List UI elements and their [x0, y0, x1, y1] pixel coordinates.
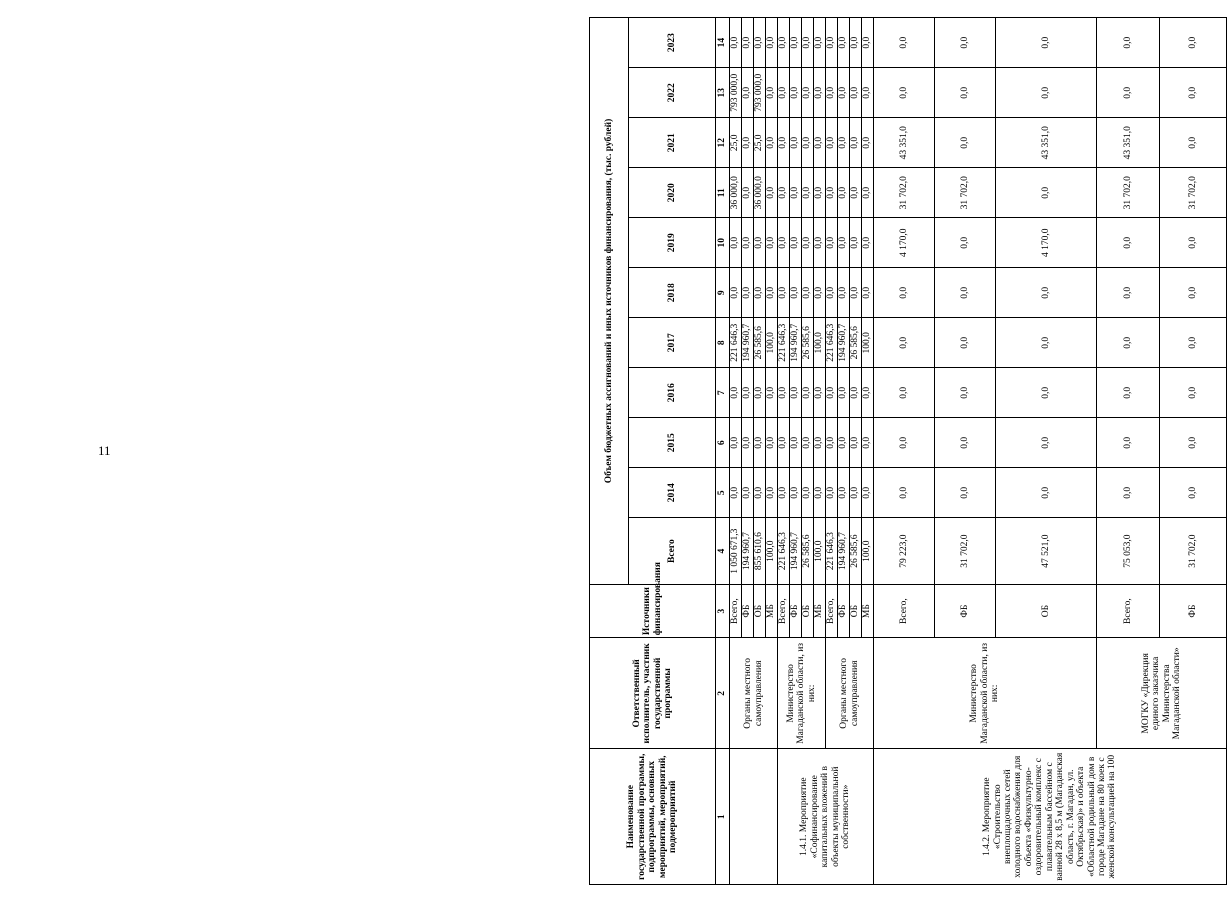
year-value-cell: 0,0 [996, 368, 1097, 418]
header-responsible: Ответственный исполнитель, участник государственной программы [590, 638, 716, 749]
year-value-cell: 0,0 [790, 268, 802, 318]
header-col-number: 5 [716, 468, 730, 518]
header-col-number: 14 [716, 18, 730, 68]
year-value-cell: 0,0 [814, 468, 826, 518]
source-cell: ОБ [996, 584, 1097, 637]
header-year: 2019 [629, 218, 716, 268]
year-value-cell: 0,0 [1160, 118, 1227, 168]
year-value-cell: 0,0 [1160, 18, 1227, 68]
year-value-cell: 0,0 [826, 218, 838, 268]
year-value-cell: 0,0 [742, 418, 754, 468]
year-value-cell: 0,0 [935, 468, 996, 518]
responsible-cell: Органы местного самоуправления [730, 638, 778, 749]
year-value-cell: 0,0 [838, 18, 850, 68]
year-value-cell: 0,0 [838, 418, 850, 468]
source-cell: ФБ [838, 584, 850, 637]
source-cell: МБ [766, 584, 778, 637]
year-value-cell: 0,0 [862, 168, 874, 218]
year-value-cell: 0,0 [1097, 268, 1160, 318]
year-value-cell: 0,0 [778, 268, 790, 318]
year-value-cell: 100,0 [766, 318, 778, 368]
year-value-cell: 0,0 [814, 368, 826, 418]
year-value-cell: 100,0 [862, 318, 874, 368]
total-cell: 194 960,7 [742, 518, 754, 585]
year-value-cell: 31 702,0 [1097, 168, 1160, 218]
source-cell: ФБ [790, 584, 802, 637]
source-cell: Всего, [826, 584, 838, 637]
year-value-cell: 0,0 [838, 118, 850, 168]
year-value-cell: 0,0 [1160, 268, 1227, 318]
year-value-cell: 0,0 [754, 418, 766, 468]
year-value-cell: 0,0 [1160, 318, 1227, 368]
year-value-cell: 0,0 [850, 368, 862, 418]
year-value-cell: 0,0 [996, 468, 1097, 518]
year-value-cell: 0,0 [802, 368, 814, 418]
year-value-cell: 0,0 [850, 68, 862, 118]
header-year: 2023 [629, 18, 716, 68]
year-value-cell: 0,0 [838, 68, 850, 118]
total-cell: 221 646,3 [826, 518, 838, 585]
header-year: 2016 [629, 368, 716, 418]
header-year: 2014 [629, 468, 716, 518]
year-value-cell: 0,0 [826, 418, 838, 468]
year-value-cell: 0,0 [814, 68, 826, 118]
responsible-cell: Министерство Магаданской области, из них: [874, 638, 1097, 749]
year-value-cell: 0,0 [730, 468, 742, 518]
year-value-cell: 0,0 [1097, 468, 1160, 518]
year-value-cell: 0,0 [1097, 318, 1160, 368]
year-value-cell: 0,0 [742, 468, 754, 518]
year-value-cell: 0,0 [778, 218, 790, 268]
source-cell: МБ [814, 584, 826, 637]
total-cell: 75 053,0 [1097, 518, 1160, 585]
year-value-cell: 0,0 [802, 168, 814, 218]
year-value-cell: 0,0 [730, 368, 742, 418]
year-value-cell: 0,0 [838, 168, 850, 218]
source-cell: Всего, [1097, 584, 1160, 637]
year-value-cell: 0,0 [766, 268, 778, 318]
year-value-cell: 0,0 [790, 418, 802, 468]
year-value-cell: 0,0 [802, 218, 814, 268]
header-year: 2022 [629, 68, 716, 118]
year-value-cell: 0,0 [935, 218, 996, 268]
year-value-cell: 0,0 [778, 168, 790, 218]
year-value-cell: 0,0 [874, 418, 935, 468]
year-value-cell: 0,0 [754, 18, 766, 68]
header-col-number: 6 [716, 418, 730, 468]
year-value-cell: 0,0 [1160, 68, 1227, 118]
header-col-number: 1 [716, 749, 730, 885]
total-cell: 31 702,0 [1160, 518, 1227, 585]
total-cell: 100,0 [814, 518, 826, 585]
year-value-cell: 793 000,0 [730, 68, 742, 118]
year-value-cell: 0,0 [802, 18, 814, 68]
year-value-cell: 194 960,7 [790, 318, 802, 368]
year-value-cell: 0,0 [730, 268, 742, 318]
year-value-cell: 0,0 [730, 418, 742, 468]
financing-table [589, 17, 1227, 885]
header-col-number: 8 [716, 318, 730, 368]
header-col-number: 11 [716, 168, 730, 218]
year-value-cell: 221 646,3 [730, 318, 742, 368]
year-value-cell: 0,0 [935, 118, 996, 168]
year-value-cell: 0,0 [838, 368, 850, 418]
year-value-cell: 0,0 [1160, 418, 1227, 468]
year-value-cell: 0,0 [996, 318, 1097, 368]
year-value-cell: 0,0 [814, 268, 826, 318]
year-value-cell: 0,0 [742, 68, 754, 118]
year-value-cell: 0,0 [790, 218, 802, 268]
year-value-cell: 0,0 [935, 318, 996, 368]
header-year: 2020 [629, 168, 716, 218]
year-value-cell: 0,0 [814, 418, 826, 468]
year-value-cell: 0,0 [790, 18, 802, 68]
year-value-cell: 0,0 [874, 268, 935, 318]
year-value-cell: 0,0 [754, 468, 766, 518]
year-value-cell: 0,0 [778, 18, 790, 68]
year-value-cell: 0,0 [814, 18, 826, 68]
year-value-cell: 0,0 [778, 368, 790, 418]
year-value-cell: 31 702,0 [874, 168, 935, 218]
year-value-cell: 0,0 [862, 118, 874, 168]
year-value-cell: 0,0 [790, 368, 802, 418]
year-value-cell: 0,0 [730, 18, 742, 68]
year-value-cell: 0,0 [1097, 368, 1160, 418]
total-cell: 26 585,6 [850, 518, 862, 585]
year-value-cell: 0,0 [838, 468, 850, 518]
year-value-cell: 0,0 [802, 68, 814, 118]
year-value-cell: 0,0 [814, 168, 826, 218]
header-col-number: 2 [716, 638, 730, 749]
source-cell: ОБ [850, 584, 862, 637]
year-value-cell: 0,0 [838, 268, 850, 318]
total-cell: 100,0 [766, 518, 778, 585]
header-col-number: 10 [716, 218, 730, 268]
year-value-cell: 4 170,0 [874, 218, 935, 268]
year-value-cell: 0,0 [802, 418, 814, 468]
header-col-number: 4 [716, 518, 730, 585]
total-cell: 221 646,3 [778, 518, 790, 585]
year-value-cell: 0,0 [862, 418, 874, 468]
year-value-cell: 0,0 [862, 68, 874, 118]
year-value-cell: 0,0 [802, 268, 814, 318]
year-value-cell: 0,0 [778, 118, 790, 168]
header-source: Источники финансирования [590, 584, 716, 637]
year-value-cell: 793 000,0 [754, 68, 766, 118]
responsible-cell: Органы местного самоуправления [826, 638, 874, 749]
year-value-cell: 0,0 [935, 368, 996, 418]
header-col-number: 7 [716, 368, 730, 418]
table-row [730, 18, 742, 885]
header-col-number: 13 [716, 68, 730, 118]
year-value-cell: 0,0 [874, 68, 935, 118]
year-value-cell: 0,0 [1160, 218, 1227, 268]
year-value-cell: 0,0 [766, 68, 778, 118]
source-cell: Всего, [730, 584, 742, 637]
year-value-cell: 0,0 [742, 18, 754, 68]
year-value-cell: 36 000,0 [754, 168, 766, 218]
year-value-cell: 0,0 [754, 218, 766, 268]
year-value-cell: 43 351,0 [1097, 118, 1160, 168]
header-volume: Объем бюджетных ассигнований и иных источников финансирования, (тыс. рублей) [590, 18, 629, 585]
header-year: 2021 [629, 118, 716, 168]
program-name-cell: 1.4.1. Мероприятие «Софинансирование капитальных вложений в объекты муниципальной собственности» [778, 749, 874, 885]
year-value-cell: 0,0 [742, 118, 754, 168]
year-value-cell: 0,0 [874, 368, 935, 418]
year-value-cell: 0,0 [766, 468, 778, 518]
year-value-cell: 0,0 [778, 418, 790, 468]
year-value-cell: 0,0 [862, 468, 874, 518]
year-value-cell: 0,0 [766, 218, 778, 268]
year-value-cell: 0,0 [838, 218, 850, 268]
year-value-cell: 0,0 [766, 368, 778, 418]
header-year: 2018 [629, 268, 716, 318]
year-value-cell: 0,0 [850, 418, 862, 468]
source-cell: ФБ [1160, 584, 1227, 637]
year-value-cell: 0,0 [874, 318, 935, 368]
year-value-cell: 0,0 [850, 18, 862, 68]
year-value-cell: 0,0 [1160, 368, 1227, 418]
program-name-cell: 1.4.2. Мероприятие «Строительство внеплощадочных сетей холодного водоснабжения для объекта «Физкультурно-оздоровительный комплекс с плавательным бассейном с ванной 28 х 8,5 м (Магаданская область, г. Магадан, ул. Октябрьская)» и объекта «Областной родильный дом в городе Магадане на 80 коек с женской консультацией на 100 [874, 749, 1227, 885]
table-row [874, 18, 935, 885]
total-cell: 194 960,7 [790, 518, 802, 585]
source-cell: Всего, [874, 584, 935, 637]
year-value-cell: 0,0 [814, 218, 826, 268]
year-value-cell: 43 351,0 [996, 118, 1097, 168]
total-cell: 26 585,6 [802, 518, 814, 585]
year-value-cell: 0,0 [826, 18, 838, 68]
year-value-cell: 0,0 [935, 18, 996, 68]
year-value-cell: 194 960,7 [838, 318, 850, 368]
year-value-cell: 0,0 [766, 168, 778, 218]
year-value-cell: 0,0 [790, 468, 802, 518]
responsible-cell: МОГКУ «Дирекция единого заказчика Министерства Магаданской области» [1097, 638, 1227, 749]
year-value-cell: 0,0 [996, 268, 1097, 318]
year-value-cell: 0,0 [935, 68, 996, 118]
responsible-cell: Министерство Магаданской области, из них: [778, 638, 826, 749]
year-value-cell: 0,0 [826, 368, 838, 418]
year-value-cell: 0,0 [742, 368, 754, 418]
year-value-cell: 0,0 [814, 118, 826, 168]
year-value-cell: 0,0 [862, 18, 874, 68]
year-value-cell: 0,0 [1097, 18, 1160, 68]
total-cell: 1 050 671,3 [730, 518, 742, 585]
year-value-cell: 0,0 [862, 268, 874, 318]
year-value-cell: 0,0 [790, 118, 802, 168]
total-cell: 79 223,0 [874, 518, 935, 585]
year-value-cell: 0,0 [850, 168, 862, 218]
source-cell: Всего, [778, 584, 790, 637]
year-value-cell: 26 585,6 [754, 318, 766, 368]
year-value-cell: 0,0 [850, 468, 862, 518]
year-value-cell: 0,0 [1097, 418, 1160, 468]
year-value-cell: 0,0 [935, 418, 996, 468]
year-value-cell: 221 646,3 [826, 318, 838, 368]
year-value-cell: 0,0 [850, 268, 862, 318]
total-cell: 194 960,7 [838, 518, 850, 585]
year-value-cell: 0,0 [850, 218, 862, 268]
source-cell: ОБ [802, 584, 814, 637]
year-value-cell: 0,0 [778, 468, 790, 518]
header-col-number: 9 [716, 268, 730, 318]
year-value-cell: 0,0 [766, 418, 778, 468]
year-value-cell: 0,0 [1097, 218, 1160, 268]
year-value-cell: 25,0 [754, 118, 766, 168]
year-value-cell: 0,0 [790, 68, 802, 118]
year-value-cell: 0,0 [996, 68, 1097, 118]
page-number: 11 [98, 443, 111, 458]
year-value-cell: 0,0 [754, 268, 766, 318]
year-value-cell: 194 960,7 [742, 318, 754, 368]
program-name-cell [730, 749, 778, 885]
year-value-cell: 0,0 [1097, 68, 1160, 118]
year-value-cell: 0,0 [754, 368, 766, 418]
year-value-cell: 36 000,0 [730, 168, 742, 218]
year-value-cell: 0,0 [766, 118, 778, 168]
total-cell: 855 610,6 [754, 518, 766, 585]
source-cell: МБ [862, 584, 874, 637]
year-value-cell: 0,0 [996, 18, 1097, 68]
year-value-cell: 0,0 [778, 68, 790, 118]
total-cell: 100,0 [862, 518, 874, 585]
year-value-cell: 26 585,6 [802, 318, 814, 368]
header-year: 2017 [629, 318, 716, 368]
year-value-cell: 100,0 [814, 318, 826, 368]
header-total: Всего [629, 518, 716, 585]
year-value-cell: 0,0 [1160, 468, 1227, 518]
rotated-table-container [589, 17, 1198, 885]
total-cell: 31 702,0 [935, 518, 996, 585]
year-value-cell: 0,0 [742, 218, 754, 268]
year-value-cell: 0,0 [862, 218, 874, 268]
year-value-cell: 31 702,0 [935, 168, 996, 218]
source-cell: ОБ [754, 584, 766, 637]
year-value-cell: 0,0 [935, 268, 996, 318]
year-value-cell: 221 646,3 [778, 318, 790, 368]
header-year: 2015 [629, 418, 716, 468]
year-value-cell: 0,0 [802, 118, 814, 168]
year-value-cell: 0,0 [802, 468, 814, 518]
header-col-number: 12 [716, 118, 730, 168]
year-value-cell: 0,0 [826, 268, 838, 318]
year-value-cell: 0,0 [826, 168, 838, 218]
year-value-cell: 0,0 [874, 18, 935, 68]
total-cell: 47 521,0 [996, 518, 1097, 585]
year-value-cell: 25,0 [730, 118, 742, 168]
source-cell: ФБ [935, 584, 996, 637]
year-value-cell: 0,0 [996, 418, 1097, 468]
year-value-cell: 0,0 [730, 218, 742, 268]
table-row [778, 18, 790, 885]
year-value-cell: 31 702,0 [1160, 168, 1227, 218]
year-value-cell: 0,0 [790, 168, 802, 218]
year-value-cell: 0,0 [826, 468, 838, 518]
year-value-cell: 0,0 [996, 168, 1097, 218]
year-value-cell: 26 585,6 [850, 318, 862, 368]
header-name: Наименование государственной программы, подпрограммы, основных мероприятий, мероприятий, подмероприятий [590, 749, 716, 885]
year-value-cell: 0,0 [826, 68, 838, 118]
year-value-cell: 0,0 [742, 268, 754, 318]
year-value-cell: 0,0 [826, 118, 838, 168]
source-cell: ФБ [742, 584, 754, 637]
year-value-cell: 43 351,0 [874, 118, 935, 168]
year-value-cell: 0,0 [766, 18, 778, 68]
year-value-cell: 4 170,0 [996, 218, 1097, 268]
header-col-number: 3 [716, 584, 730, 637]
year-value-cell: 0,0 [862, 368, 874, 418]
year-value-cell: 0,0 [742, 168, 754, 218]
year-value-cell: 0,0 [850, 118, 862, 168]
year-value-cell: 0,0 [874, 468, 935, 518]
